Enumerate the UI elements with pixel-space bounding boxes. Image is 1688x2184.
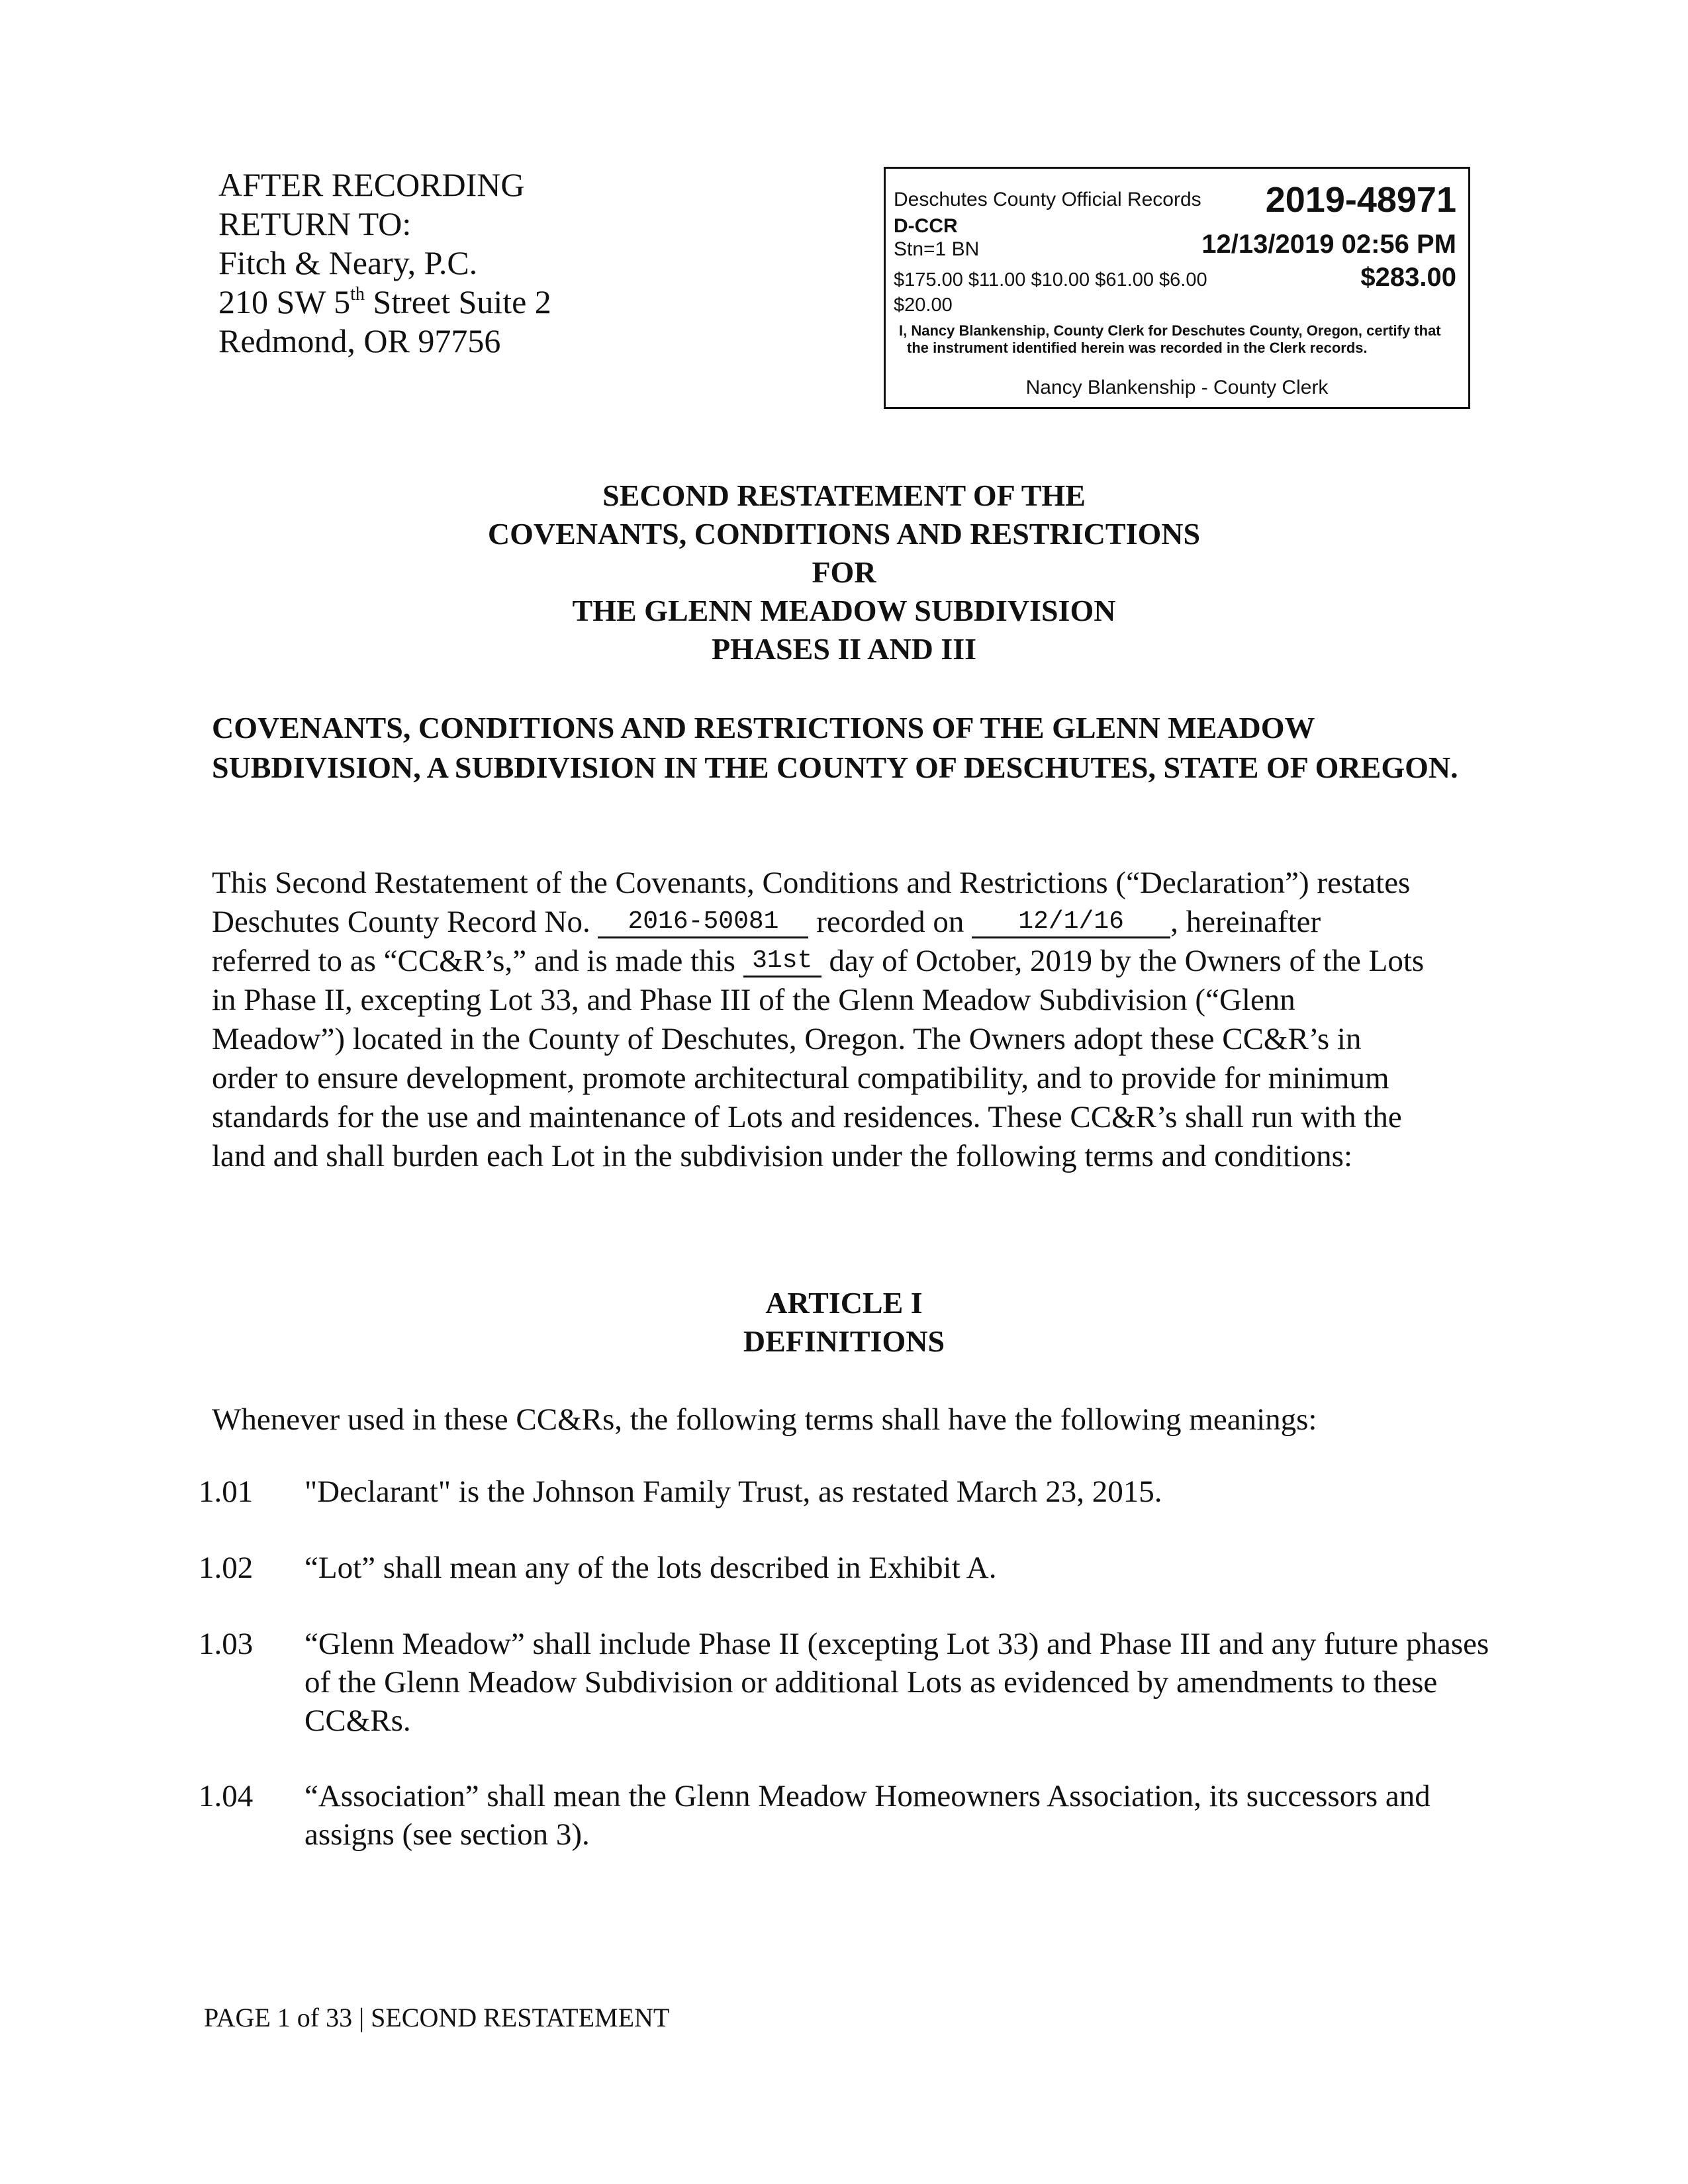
title-line: COVENANTS, CONDITIONS AND RESTRICTIONS [487,517,1201,551]
article-heading [0,1284,1688,1361]
stamp-document-number: 2019-48971 [1265,180,1456,220]
paragraph-line [212,903,1489,942]
return-address [218,165,551,361]
title-line: FOR [812,555,876,589]
return-address-line: RETURN TO: [218,205,412,242]
recorded-on-field: 12/1/16 [972,907,1170,938]
page-footer: PAGE 1 of 33 | SECOND RESTATEMENT [204,2003,670,2032]
stamp-datetime: 12/13/2019 02:56 PM [1201,230,1456,259]
return-address-street [218,283,551,322]
stamp-certification: I, Nancy Blankenship, County Clerk for Deschutes County, Oregon, certify that the instrument identified herein was recorded in the Clerk records. [899,322,1441,356]
stamp-fees: $175.00 $11.00 $10.00 $61.00 $6.00 [894,269,1207,291]
stamp-document-type: D-CCR [894,215,958,237]
paragraph-line: order to ensure development, promote architectural compatibility, and to provide for minimum [212,1061,1389,1095]
title-line: SECOND RESTATEMENT OF THE [602,478,1086,512]
definition-number: 1.01 [199,1475,254,1509]
return-address-line: AFTER RECORDING [218,166,525,203]
title-line: PHASES II AND III [711,632,977,666]
definition-number: 1.03 [199,1627,254,1661]
definition-number: 1.02 [199,1551,254,1585]
paragraph-text: day of October, 2019 by the Owners of the Lots [821,944,1425,978]
paragraph-line: land and shall burden each Lot in the subdivision under the following terms and conditions: [212,1139,1353,1173]
definition-item [199,1549,1489,1587]
paragraph-text: recorded on [808,905,972,939]
stamp-office: Deschutes County Official Records [894,189,1201,210]
paragraph-line: Meadow”) located in the County of Deschutes, Oregon. The Owners adopt these CC&R’s in [212,1022,1362,1056]
stamp-total: $283.00 [1360,263,1456,292]
definition-item [199,1625,1489,1740]
record-number-field: 2016-50081 [598,907,808,938]
stamp-fee-extra: $20.00 [894,295,953,316]
definitions-intro: Whenever used in these CC&Rs, the following terms shall have the following meanings: [212,1402,1317,1437]
paragraph-line: This Second Restatement of the Covenants, Conditions and Restrictions (“Declaration”) restates [212,866,1411,900]
preamble-paragraph [212,864,1489,1176]
document-subtitle: COVENANTS, CONDITIONS AND RESTRICTIONS OF THE GLENN MEADOW SUBDIVISION, A SUBDIVISION IN THE COUNTY OF DESCHUTES, STATE OF OREGON. [212,711,1458,784]
return-address-line: Redmond, OR 97756 [218,322,501,359]
stamp-station: Stn=1 BN [894,238,980,260]
street-name: Street Suite 2 [364,283,551,320]
article-title: DEFINITIONS [743,1324,945,1358]
stamp-clerk: Nancy Blankenship - County Clerk [1025,377,1329,398]
street-number: 210 SW 5 [218,283,351,320]
paragraph-line [212,942,1489,981]
paragraph-text: Deschutes County Record No. [212,905,598,939]
paragraph-line: in Phase II, excepting Lot 33, and Phase III of the Glenn Meadow Subdivision (“Glenn [212,983,1295,1017]
day-field: 31st [743,946,821,978]
definition-item [199,1777,1489,1854]
title-line: THE GLENN MEADOW SUBDIVISION [572,594,1116,627]
return-address-line: Fitch & Neary, P.C. [218,244,478,281]
definition-item [199,1473,1489,1511]
paragraph-text: , hereinafter [1170,905,1321,939]
definition-text: "Declarant" is the Johnson Family Trust, as restated March 23, 2015. [305,1475,1162,1509]
paragraph-text: referred to as “CC&R’s,” and is made this [212,944,743,978]
street-ordinal: th [350,284,365,304]
definition-text: “Association” shall mean the Glenn Meadow Homeowners Association, its successors and assigns (see section 3). [305,1779,1430,1852]
definition-text: “Lot” shall mean any of the lots described in Exhibit A. [305,1551,997,1585]
paragraph-line: standards for the use and maintenance of Lots and residences. These CC&R’s shall run with the [212,1100,1402,1134]
article-number: ARTICLE I [765,1286,923,1320]
definition-number: 1.04 [199,1779,254,1813]
recording-stamp [884,167,1470,409]
document-title [0,477,1688,668]
definition-text: “Glenn Meadow” shall include Phase II (excepting Lot 33) and Phase III and any future phases of the Glenn Meadow Subdivision or additional Lots as evidenced by amendments to these CC&Rs. [305,1627,1489,1738]
